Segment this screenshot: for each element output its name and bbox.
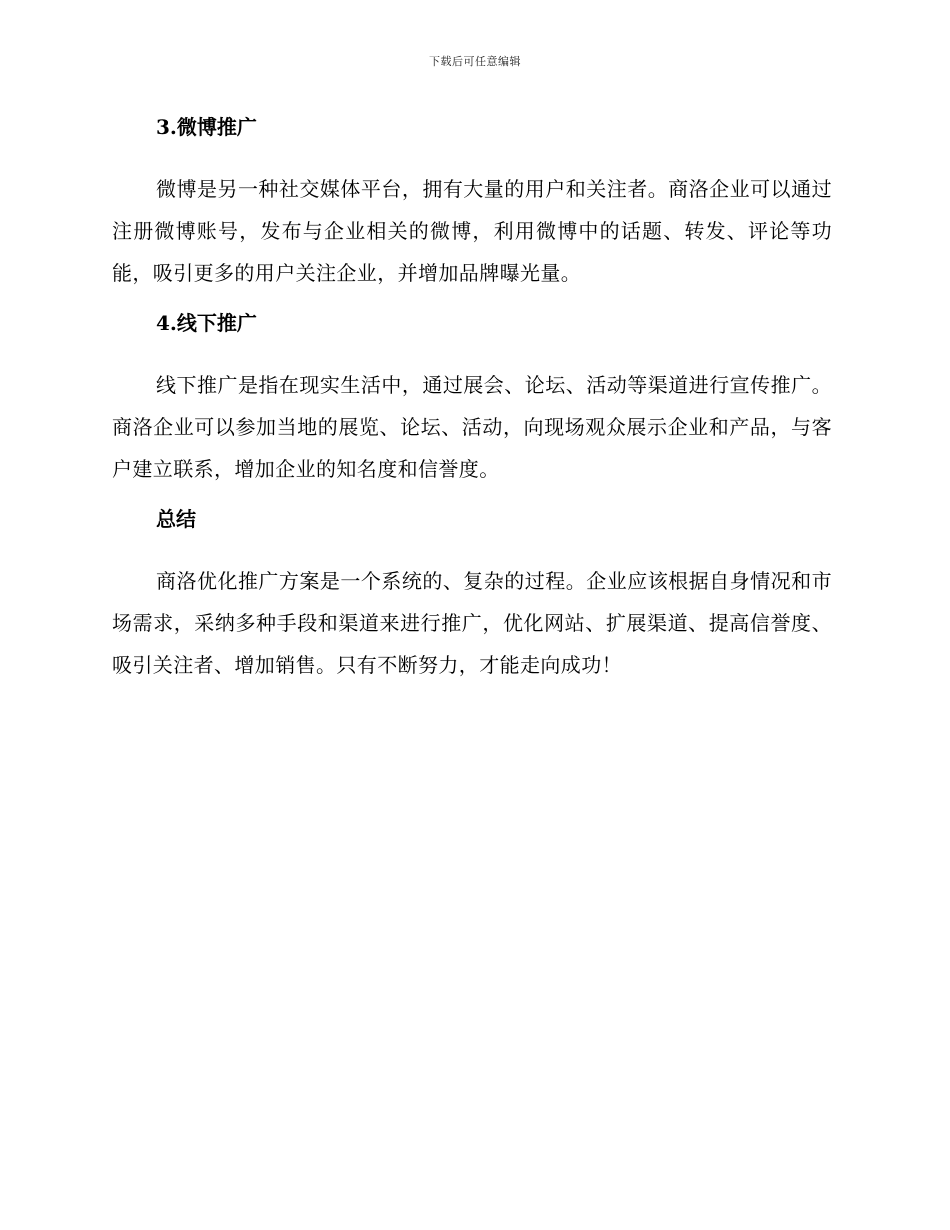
section-offline-promotion [112, 308, 832, 504]
section-heading: 3.微博推广 [156, 115, 257, 139]
section-paragraph: 微博是另一种社交媒体平台，拥有大量的用户和关注者。商洛企业可以通过注册微博账号，发布与企业相关的微博，利用微博中的话题、转发、评论等功能，吸引更多的用户关注企业，并增加品牌曝光量。 [112, 177, 832, 285]
section-paragraph: 线下推广是指在现实生活中，通过展会、论坛、活动等渠道进行宣传推广。商洛企业可以参加当地的展览、论坛、活动，向现场观众展示企业和产品，与客户建立联系，增加企业的知名度和信誉度。 [112, 373, 832, 481]
section-paragraph: 商洛优化推广方案是一个系统的、复杂的过程。企业应该根据自身情况和市场需求，采纳多种手段和渠道来进行推广，优化网站、扩展渠道、提高信誉度、吸引关注者、增加销售。只有不断努力，才能走向成功！ [112, 569, 832, 677]
document-body [112, 112, 832, 686]
section-heading: 4.线下推广 [156, 311, 257, 335]
section-weibo-promotion [112, 112, 832, 308]
page-header: 下载后可任意编辑 [429, 55, 521, 68]
section-summary [112, 504, 832, 686]
section-heading: 总结 [156, 507, 196, 531]
